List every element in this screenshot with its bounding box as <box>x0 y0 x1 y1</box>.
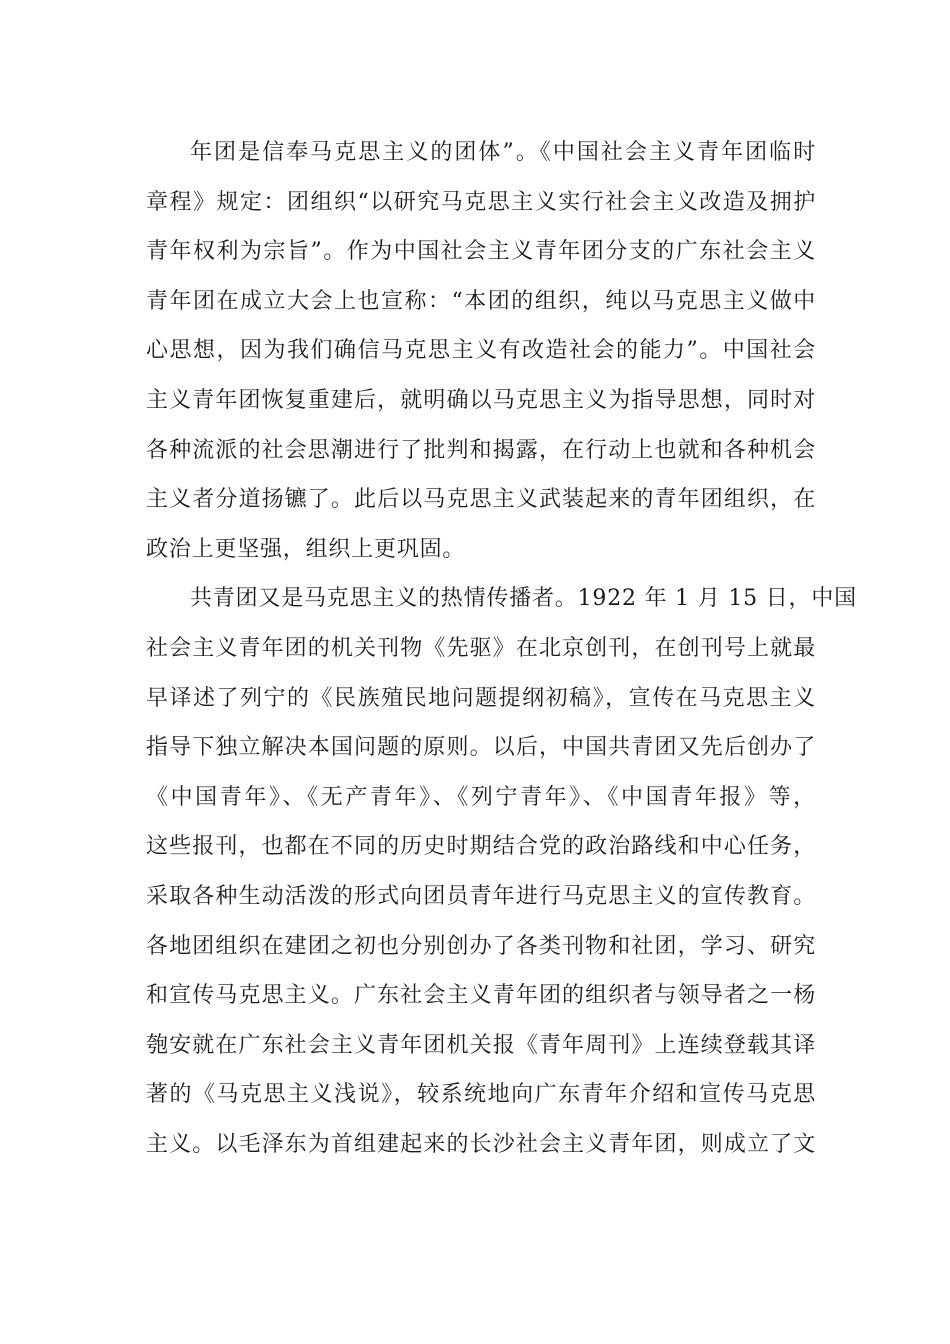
paragraph-2 <box>146 574 857 1169</box>
text-line: 早译述了列宁的《民族殖民地问题提纲初稿》，宣传在马克思主义 <box>146 685 816 711</box>
text-line: 政治上更坚强，组织上更巩固。 <box>146 536 466 562</box>
text-line: 著的《马克思主义浅说》，较系统地向广东青年介绍和宣传马克思 <box>146 1082 816 1108</box>
text-line: 和宣传马克思主义。广东社会主义青年团的组织者与领导者之一杨 <box>146 983 816 1009</box>
text-line: 各地团组织在建团之初也分别创办了各类刊物和社团，学习、研究 <box>146 933 816 959</box>
text-line: 《中国青年》、《无产青年》、《列宁青年》、《中国青年报》等， <box>146 784 816 810</box>
paragraph-1 <box>146 128 816 574</box>
text-line: 这些报刊，也都在不同的历史时期结合党的政治路线和中心任务， <box>146 834 816 860</box>
text-line: 匏安就在广东社会主义青年团机关报《青年周刊》上连续登载其译 <box>146 1032 816 1058</box>
text-line: 采取各种生动活泼的形式向团员青年进行马克思主义的宣传教育。 <box>146 883 816 909</box>
text-line: 心思想，因为我们确信马克思主义有改造社会的能力”。中国社会 <box>146 338 816 364</box>
text-line: 青年团在成立大会上也宣称：“本团的组织，纯以马克思主义做中 <box>146 288 816 314</box>
text-line: 青年权利为宗旨”。作为中国社会主义青年团分支的广东社会主义 <box>146 239 816 265</box>
text-line: 章程》规定：团组织“以研究马克思主义实行社会主义改造及拥护 <box>146 189 816 215</box>
text-line: 主义青年团恢复重建后，就明确以马克思主义为指导思想，同时对 <box>146 387 816 413</box>
text-line: 各种流派的社会思潮进行了批判和揭露，在行动上也就和各种机会 <box>146 437 816 463</box>
body-text <box>146 128 857 1169</box>
text-line: 社会主义青年团的机关刊物《先驱》在北京创刊，在创刊号上就最 <box>146 635 816 661</box>
text-line: 主义。以毛泽东为首组建起来的长沙社会主义青年团，则成立了文 <box>146 1131 816 1157</box>
text-line: 年团是信奉马克思主义的团体”。《中国社会主义青年团临时 <box>190 140 816 165</box>
text-line: 主义者分道扬镳了。此后以马克思主义武装起来的青年团组织，在 <box>146 487 816 513</box>
text-line: 指导下独立解决本国问题的原则。以后，中国共青团又先后创办了 <box>146 735 816 761</box>
text-line: 共青团又是马克思主义的热情传播者。1922 年 1 月 15 日，中国 <box>190 586 857 612</box>
